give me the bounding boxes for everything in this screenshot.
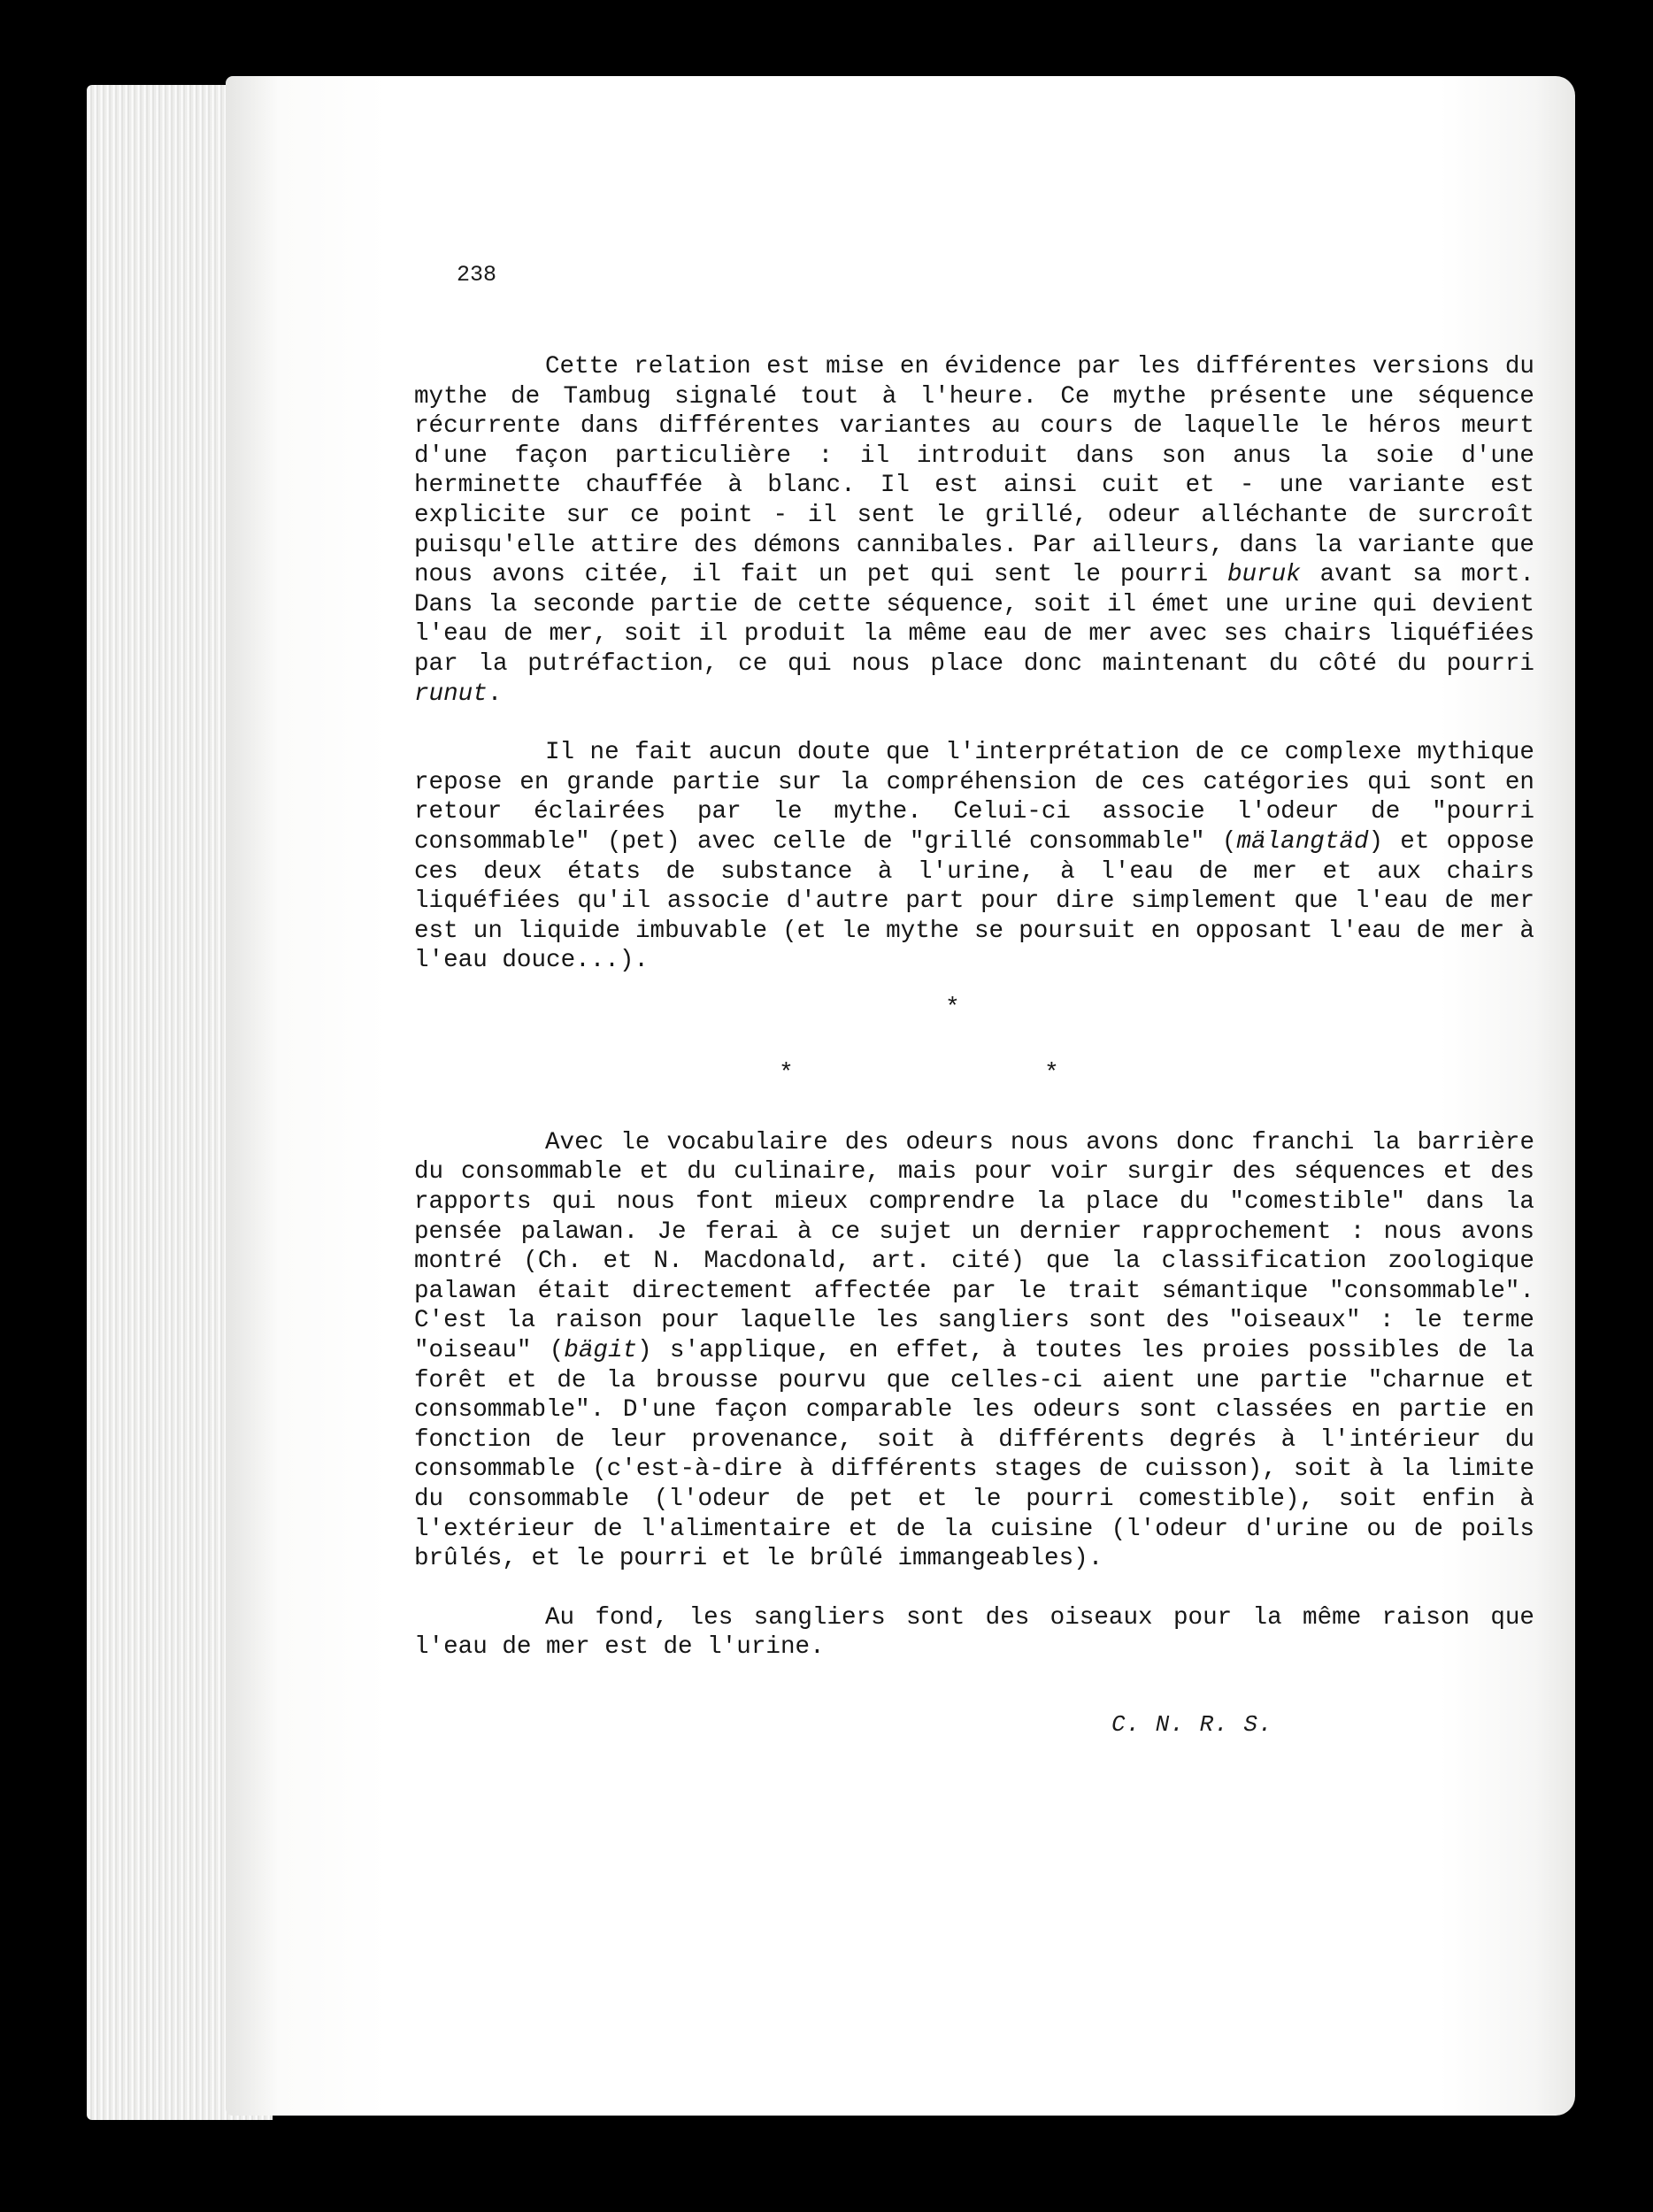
page-body-text <box>414 352 1534 1692</box>
paragraph-text: Avec le vocabulaire des odeurs nous avons donc franchi la barrière du consommable et du culinaire, mais pour voir surgir des séquences et des rapports qui nous font mieux comprendre la place du "comestible" dans la pensée palawan. Je ferai à ce sujet un dernier rapprochement : nous avons montré (Ch. et N. Macdonald, art. cité) que la classification zoologique palawan était directement affectée par le trait sémantique "consommable". C'est la raison pour laquelle les sangliers sont des "oiseaux" : le terme "oiseau" ( <box>414 1128 1534 1365</box>
term-buruk: buruk <box>1227 561 1301 589</box>
term-bagit: bägit <box>564 1337 638 1365</box>
paragraph-text: Il ne fait aucun doute que l'interprétation de ce complexe mythique repose en grande partie sur la compréhension de ces catégories qui sont en retour éclairées par le mythe. Celui-ci associe l'odeur de "pourri consommable" (pet) avec celle de "grillé consommable" ( <box>414 739 1534 856</box>
asterisk-left: * <box>779 1059 794 1087</box>
paragraph-text: ) s'applique, en effet, à toutes les proies possibles de la forêt et de la brousse pourvu que celles-ci aient une partie "charnue et consommable". D'une façon comparable les odeurs sont classées en partie en fonction de leur provenance, soit à différents degrés à l'intérieur du consommable (c'est-à-dire à différents stages de cuisson), soit à la limite du consommable (l'odeur de pet et le pourri comestible), soit enfin à l'extérieur de l'alimentaire et de la cuisine (l'odeur d'urine ou de poils brûlés, et le pourri et le brûlé immangeables). <box>414 1337 1535 1573</box>
paragraph-tambug-myth <box>414 352 1534 709</box>
paragraph-conclusion: Au fond, les sangliers sont des oiseaux pour la même raison que l'eau de mer est de l'urine. <box>414 1603 1534 1662</box>
term-runut: runut <box>414 680 488 708</box>
asterisk-right: * <box>1044 1059 1059 1087</box>
section-separator <box>414 976 1534 1087</box>
asterisk-top: * <box>945 994 960 1022</box>
page-number: 238 <box>457 262 497 288</box>
spine-shadow <box>226 76 279 2116</box>
paragraph-vocabulary-odeurs <box>414 1128 1534 1574</box>
paragraph-text: ) et oppose ces deux états de substance à l'urine, à l'eau de mer et aux chairs liquéfiées qu'il associe d'autre part pour dire simplement que l'eau de mer est un liquide imbuvable (et le mythe se poursuit en opposant l'eau de mer à l'eau douce...). <box>414 827 1534 975</box>
term-malangtad: mälangtäd <box>1236 827 1369 856</box>
paragraph-text: . <box>487 680 503 708</box>
author-affiliation: C. N. R. S. <box>1111 1711 1273 1738</box>
paragraph-text: Cette relation est mise en évidence par les différentes versions du mythe de Tambug signalé tout à l'heure. Ce mythe présente une séquence récurrente dans différentes variantes au cours de laquelle le héros meurt d'une façon particulière : il introduit dans son anus la soie d'une herminette chauffée à blanc. Il est ainsi cuit et - une variante est explicite sur ce point - il sent le grillé, odeur alléchante de surcroît puisqu'elle attire des démons cannibales. Par ailleurs, dans la variante que nous avons citée, il fait un pet qui sent le pourri <box>414 353 1534 589</box>
paragraph-text: avant sa mort. Dans la seconde partie de cette séquence, soit il émet une urine qui devient l'eau de mer, soit il produit la même eau de mer avec ses chairs liquéfiées par la putréfaction, ce qui nous place donc maintenant du côté du pourri <box>414 561 1534 678</box>
paragraph-interpretation <box>414 738 1534 976</box>
